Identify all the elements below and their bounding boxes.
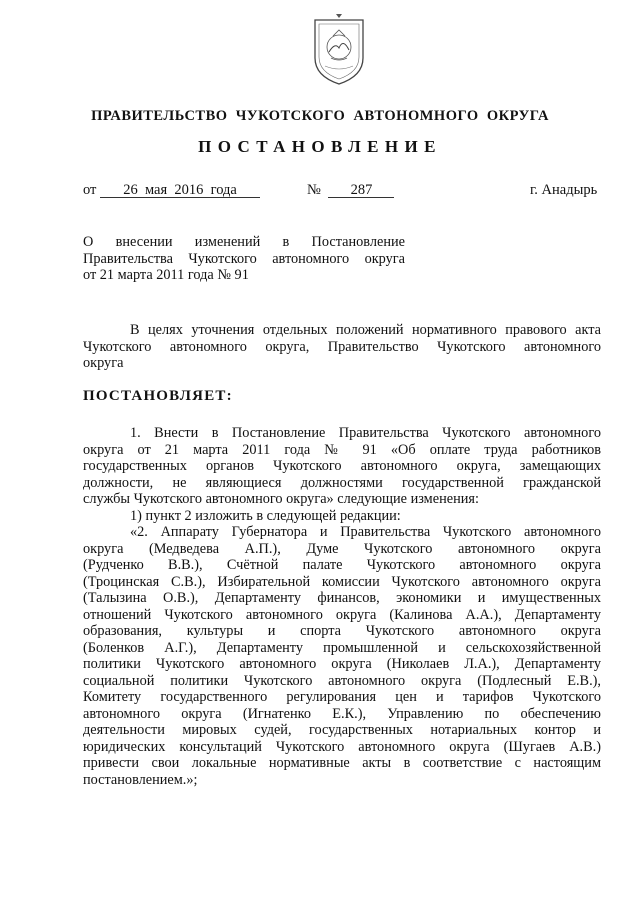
point-2-line: Комитету государственного регулирования цен и тарифов Чукотского: [83, 689, 601, 705]
document-subject: [83, 234, 405, 284]
number-sign: №: [307, 182, 321, 198]
document-number: 287: [328, 183, 394, 198]
item-line: округа от 21 марта 2011 года № 91 «Об оплате труда работников: [83, 441, 601, 458]
subject-line: О внесении изменений в Постановление: [83, 234, 405, 250]
item-1: [83, 425, 601, 788]
preamble-line: В целях уточнения отдельных положений нормативного правового акта: [130, 322, 601, 338]
document-date: 26 мая 2016 года: [100, 183, 260, 198]
item-line: службы Чукотского автономного округа» следующие изменения:: [83, 491, 479, 507]
point-2-line: (Талызина О.В.), Департаменту финансов, экономики и имущественных: [83, 590, 601, 606]
subitem-1: 1) пункт 2 изложить в следующей редакции:: [130, 507, 401, 524]
coat-of-arms-emblem: [309, 14, 369, 88]
item-line: государственных органов Чукотского автономного округа, замещающих: [83, 458, 601, 474]
document-city: г. Анадырь: [530, 182, 598, 198]
preamble-line: округа: [83, 355, 124, 371]
point-2-line: автономного округа (Игнатенко Е.К.), Управлению по обеспечению: [83, 705, 601, 722]
subject-line: от 21 марта 2011 года № 91: [83, 267, 249, 283]
point-2-line: (Боленков А.Г.), Департаменту промышленной и сельскохозяйственной: [83, 639, 601, 656]
point-2-line: постановлением.»;: [83, 771, 198, 788]
point-2-line: (Троцинская С.В.), Избирательной комиссии Чукотского автономного округа: [83, 573, 601, 590]
point-2-line: социальной политики Чукотского автономного округа (Подлесный Е.В.),: [83, 672, 601, 689]
item-line: 1. Внести в Постановление Правительства Чукотского автономного: [130, 425, 601, 441]
number-block: [307, 182, 394, 199]
date-block: [83, 182, 260, 199]
point-2-line: политики Чукотского автономного округа (Николаев Л.А.), Департаменту: [83, 656, 601, 672]
organization-name: ПРАВИТЕЛЬСТВО ЧУКОТСКОГО АВТОНОМНОГО ОКРУГА: [91, 108, 549, 124]
item-line: должности, не являющиеся должностями государственной гражданской: [83, 474, 601, 491]
point-2-line: «2. Аппарату Губернатора и Правительства Чукотского автономного: [130, 524, 601, 540]
point-2-line: привести свои локальные нормативные акты в соответствие с настоящим: [83, 755, 601, 771]
point-2-line: образования, культуры и спорта Чукотского автономного округа: [83, 623, 601, 639]
point-2-line: округа (Медведева А.П.), Думе Чукотского автономного округа: [83, 540, 601, 557]
decree-heading: ПОСТАНОВЛЯЕТ:: [83, 388, 233, 404]
point-2-line: деятельности мировых судей, государственных нотариальных контор и: [83, 722, 601, 738]
preamble: [83, 322, 601, 372]
subject-line: Правительства Чукотского автономного округа: [83, 250, 405, 267]
point-2-line: (Рудченко В.В.), Счётной палате Чукотского автономного округа: [83, 557, 601, 573]
document-type-title: ПОСТАНОВЛЕНИЕ: [198, 137, 442, 156]
date-prefix: от: [83, 182, 97, 198]
preamble-line: Чукотского автономного округа, Правительство Чукотского автономного: [83, 338, 601, 355]
point-2-line: юридических консультаций Чукотского автономного округа (Шугаев А.В.): [83, 738, 601, 755]
point-2-line: отношений Чукотского автономного округа (Калинова А.А.), Департаменту: [83, 606, 601, 623]
